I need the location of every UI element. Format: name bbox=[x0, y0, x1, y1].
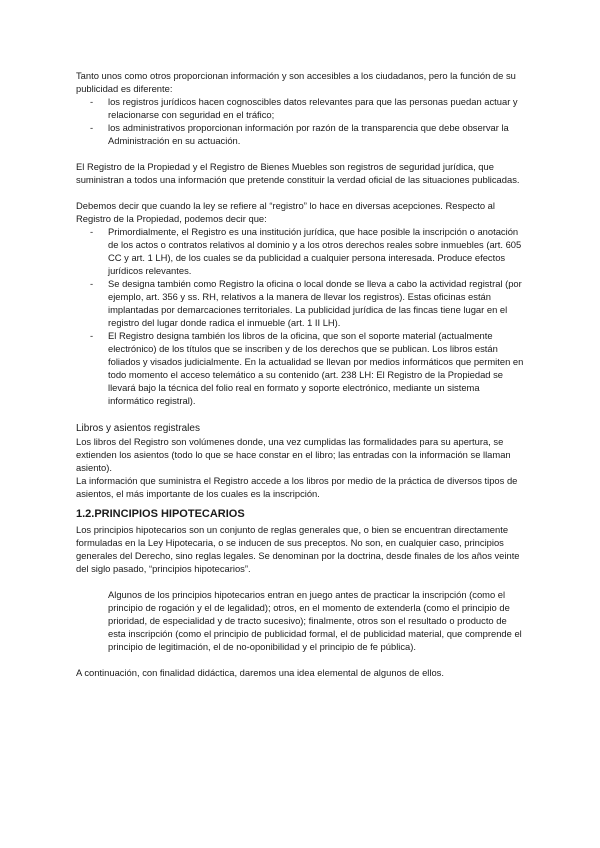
intro-list bbox=[76, 95, 524, 147]
list-item: - El Registro designa también los libros de la oficina, que son el soporte material (actualmente electrónico) de los títulos que se inscriben y de los derechos que se publican. Los libros están foliados y visados judicialmente. En la actualidad se llevan por medios informáticos que permiten en todo momento el acceso telemático a su contenido (art. 238 LH: El Registro de la Propiedad se llevará bajo la técnica del folio real en formato y soporte electrónico, mediante un sistema informático registral). bbox=[76, 329, 524, 407]
registro-paragraph: El Registro de la Propiedad y el Registro de Bienes Muebles son registros de seguridad jurídica, que suministran a todos una información que pretende constituir la verdad oficial de las situaciones publicadas. bbox=[76, 161, 520, 185]
intro-paragraph: Tanto unos como otros proporcionan información y son accesibles a los ciudadanos, pero la función de su publicidad es diferente: bbox=[76, 70, 516, 94]
list-item: - los administrativos proporcionan información por razón de la transparencia que debe observar la Administración en su actuación. bbox=[76, 121, 524, 147]
libros-paragraph-1: Los libros del Registro son volúmenes donde, una vez cumplidas las formalidades para su apertura, se extienden los asientos (todo lo que se hace constar en el libro; las entradas con la información se llaman asiento). bbox=[76, 436, 511, 473]
list-item: - los registros jurídicos hacen cognoscibles datos relevantes para que las personas puedan actuar y relacionarse con seguridad en el tráfico; bbox=[76, 95, 524, 121]
principios-quote: Algunos de los principios hipotecarios entran en juego antes de practicar la inscripción (como el principio de rogación y el de legalidad); otros, en el momento de extenderla (como el principio de prioridad, de especialidad y de tracto sucesivo); finalmente, otros son el resultado o producto de esta inscripción (como el principio de publicidad formal, el de publicidad material, que comprende el principio de legitimación, el de no-oponibilidad y el principio de fe pública). bbox=[108, 589, 522, 652]
libros-paragraph-2: La información que suministra el Registro accede a los libros por medio de la práctica de diversos tipos de asientos, el más importante de los cuales es la inscripción. bbox=[76, 475, 518, 499]
section-title: 1.2.PRINCIPIOS HIPOTECARIOS bbox=[76, 508, 245, 520]
closing-paragraph: A continuación, con finalidad didáctica, daremos una idea elemental de algunos de ellos. bbox=[76, 667, 444, 678]
acepciones-paragraph: Debemos decir que cuando la ley se refiere al “registro” lo hace en diversas acepciones. Respecto al Registro de la Propiedad, podemos decir que: bbox=[76, 200, 495, 224]
principios-paragraph: Los principios hipotecarios son un conjunto de reglas generales que, o bien se encuentran directamente formuladas en la Ley Hipotecaria, o se inducen de sus preceptos. No son, en cualquier caso, principios generales del Derecho, sino reglas legales. Se denominan por la doctrina, desde finales de los años veinte del siglo pasado, “principios hipotecarios”. bbox=[76, 524, 520, 574]
libros-heading: Libros y asientos registrales bbox=[76, 423, 200, 434]
list-item: - Primordialmente, el Registro es una institución jurídica, que hace posible la inscripción o anotación de los actos o contratos relativos al dominio y a los otros derechos reales sobre inmuebles (art. 605 CC y art. 1 LH), de los cuales se da publicidad a cualquier persona interesada. Produce efectos jurídicos relevantes. bbox=[76, 225, 524, 277]
list-item: - Se designa también como Registro la oficina o local donde se lleva a cabo la actividad registral (por ejemplo, art. 356 y ss. RH, relativos a la manera de llevar los registros). Estas oficinas están implantadas por demarcaciones territoriales. La publicidad jurídica de las fincas tiene lugar en el registro del lugar donde radica el inmueble (art. 1 II LH). bbox=[76, 277, 524, 329]
acepciones-list bbox=[76, 225, 524, 407]
